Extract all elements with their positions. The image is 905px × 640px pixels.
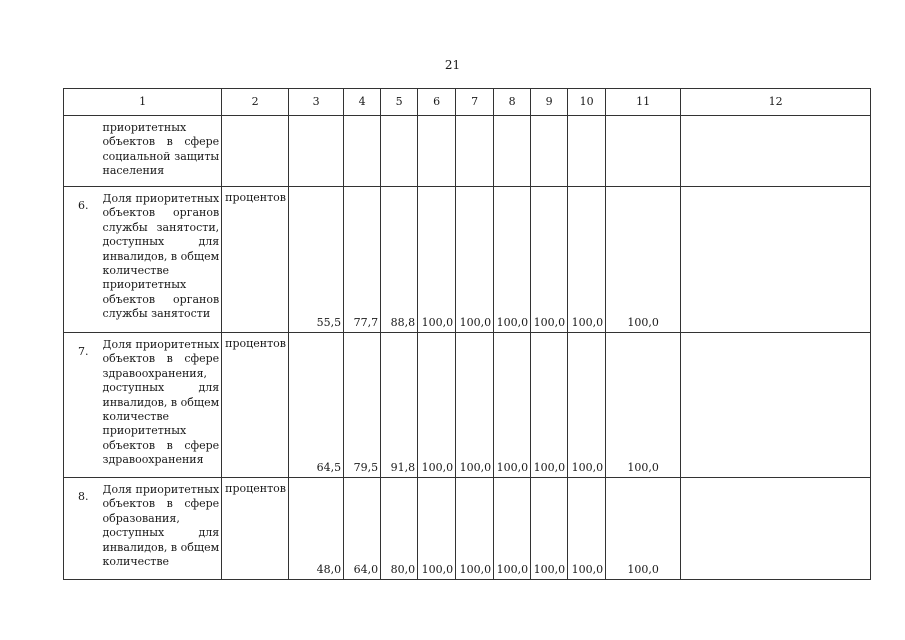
- column-header: 8: [494, 89, 531, 116]
- value-cell: 100,0: [456, 478, 494, 580]
- value-cell: 100,0: [531, 187, 568, 333]
- indicator-text-line: инвалидов, в общем: [102, 540, 220, 554]
- table-row: [64, 116, 871, 187]
- value-cell: 100,0: [568, 333, 606, 478]
- indicator-text-line: объектов в сфере: [102, 497, 220, 511]
- indicator-text-line: приоритетных: [102, 121, 187, 134]
- column-header: 2: [222, 89, 289, 116]
- value-cell: 91,8: [381, 333, 418, 478]
- column-header: 4: [344, 89, 381, 116]
- value-cell: 77,7: [344, 187, 381, 333]
- indicator-text-line: образования,: [102, 511, 180, 525]
- column-12-cell: [681, 187, 871, 333]
- value-cell: 100,0: [568, 478, 606, 580]
- column-12-cell: [681, 333, 871, 478]
- indicator-text-line: Доля приоритетных: [102, 338, 220, 351]
- indicator-text-line: социальной защиты: [102, 149, 220, 163]
- indicator-text-line: инвалидов, в общем: [102, 249, 220, 263]
- value-cell: 100,0: [494, 478, 531, 580]
- indicator-text-line: здравоохранения: [102, 453, 204, 467]
- indicator-text-line: Доля приоритетных: [102, 192, 220, 205]
- header-row: [64, 89, 871, 116]
- value-cell: 48,0: [289, 478, 344, 580]
- value-cell: 100,0: [494, 333, 531, 478]
- indicator-text-line: количестве: [102, 410, 170, 424]
- value-cell: 64,5: [289, 333, 344, 478]
- indicator-text-line: объектов органов: [102, 292, 220, 306]
- row-number: 7.: [64, 333, 101, 478]
- column-12-cell: [681, 478, 871, 580]
- value-cell: 88,8: [381, 187, 418, 333]
- indicator-text-line: объектов в сфере: [102, 438, 220, 452]
- column-header: 7: [456, 89, 494, 116]
- indicator-text-line: службы занятости,: [102, 220, 220, 234]
- unit-cell: [222, 116, 289, 187]
- value-cell: [344, 116, 381, 187]
- indicator-text-line: здравоохранения,: [102, 366, 208, 380]
- indicator-text-line: объектов в сфере: [102, 352, 220, 366]
- value-cell: 100,0: [456, 187, 494, 333]
- value-cell: [418, 116, 456, 187]
- indicator-text-line: приоритетных: [102, 424, 187, 438]
- indicator-text-line: доступных для: [102, 526, 220, 540]
- value-cell: 100,0: [418, 478, 456, 580]
- indicators-table: [63, 88, 871, 580]
- indicator-name: [101, 478, 222, 580]
- value-cell: [456, 116, 494, 187]
- indicator-text-line: количестве: [102, 555, 170, 569]
- unit-cell: процентов: [222, 333, 289, 478]
- indicator-text-line: населения: [102, 164, 165, 178]
- value-cell: [568, 116, 606, 187]
- value-cell: 100,0: [456, 333, 494, 478]
- value-cell: 100,0: [606, 187, 681, 333]
- indicator-text-line: объектов органов: [102, 206, 220, 220]
- indicator-text-line: службы занятости: [102, 307, 211, 321]
- unit-cell: процентов: [222, 478, 289, 580]
- value-cell: 100,0: [531, 478, 568, 580]
- column-header: 3: [289, 89, 344, 116]
- row-number: [64, 116, 101, 187]
- value-cell: 64,0: [344, 478, 381, 580]
- column-header: 10: [568, 89, 606, 116]
- indicator-text-line: доступных для: [102, 235, 220, 249]
- indicator-text-line: доступных для: [102, 381, 220, 395]
- value-cell: 100,0: [568, 187, 606, 333]
- column-header: 9: [531, 89, 568, 116]
- row-number: 6.: [64, 187, 101, 333]
- table-row: [64, 187, 871, 333]
- value-cell: 100,0: [418, 187, 456, 333]
- column-header: 5: [381, 89, 418, 116]
- value-cell: [494, 116, 531, 187]
- value-cell: 100,0: [606, 478, 681, 580]
- value-cell: 79,5: [344, 333, 381, 478]
- value-cell: 100,0: [531, 333, 568, 478]
- column-header: 6: [418, 89, 456, 116]
- value-cell: 100,0: [418, 333, 456, 478]
- table-row: [64, 478, 871, 580]
- indicator-text-line: количестве: [102, 264, 170, 278]
- indicator-text-line: Доля приоритетных: [102, 483, 220, 496]
- value-cell: 55,5: [289, 187, 344, 333]
- page-number: 21: [444, 58, 461, 72]
- unit-cell: процентов: [222, 187, 289, 333]
- value-cell: [606, 116, 681, 187]
- indicator-name: [101, 333, 222, 478]
- value-cell: 100,0: [606, 333, 681, 478]
- indicator-text-line: приоритетных: [102, 278, 187, 292]
- value-cell: [289, 116, 344, 187]
- column-header: 11: [606, 89, 681, 116]
- value-cell: 80,0: [381, 478, 418, 580]
- indicator-text-line: объектов в сфере: [102, 135, 220, 149]
- value-cell: [531, 116, 568, 187]
- column-header: 1: [64, 89, 222, 116]
- indicator-name: [101, 116, 222, 187]
- row-number: 8.: [64, 478, 101, 580]
- value-cell: 100,0: [494, 187, 531, 333]
- column-12-cell: [681, 116, 871, 187]
- value-cell: [381, 116, 418, 187]
- indicator-name: [101, 187, 222, 333]
- table-row: [64, 333, 871, 478]
- indicator-text-line: инвалидов, в общем: [102, 395, 220, 409]
- column-header: 12: [681, 89, 871, 116]
